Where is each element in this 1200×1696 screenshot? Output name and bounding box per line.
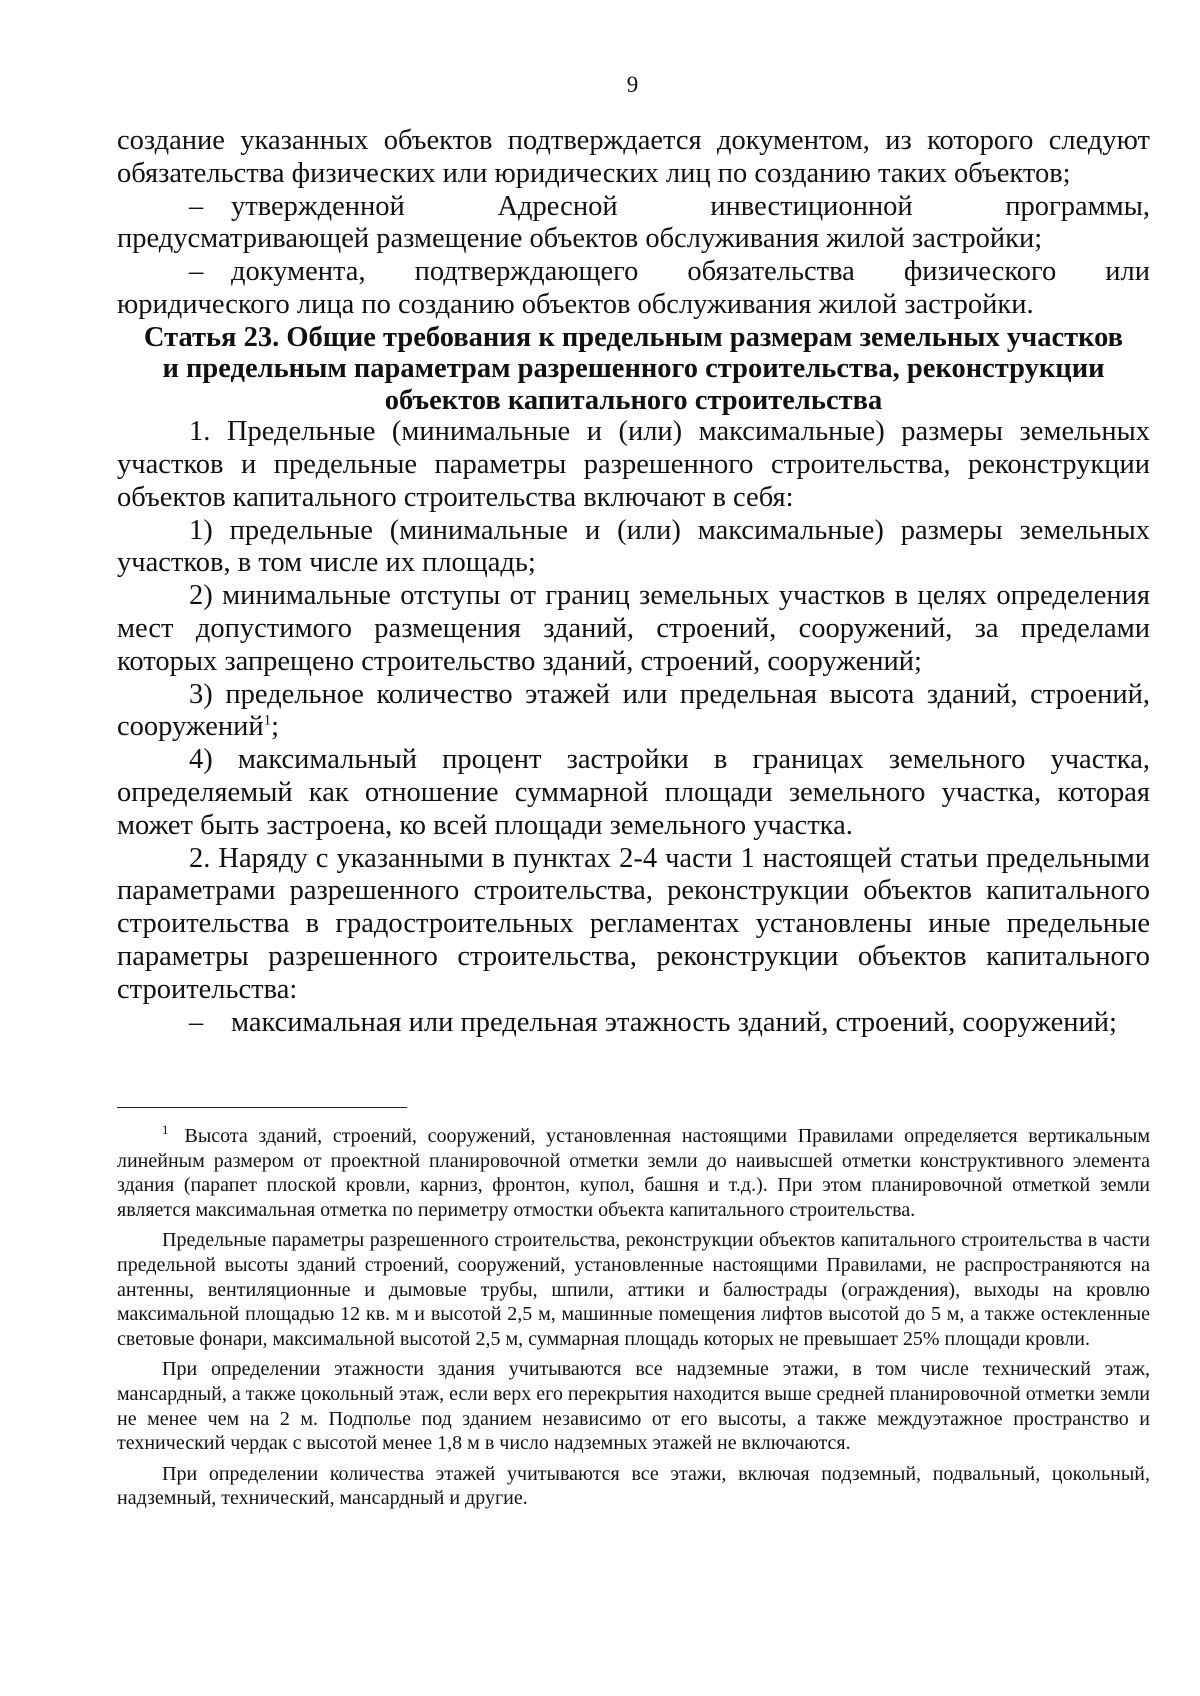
footnote-paragraph: Предельные параметры разрешенного строительства, реконструкции объектов капитального строительства в части предельной высоты зданий строений, сооружений, установленные настоящими Правилами, не распространяются на антенны, вентиляционные и дымовые трубы, шпили, аттики и балюстрады (ограждения), выходы на кровлю максимальной площадью 12 кв. м и высотой 2,5 м, машинные помещения лифтов высотой до 5 м, а также остекленные световые фонари, максимальной высотой 2,5 м, суммарная площадь которых не превышает 25% площади кровли. xyxy=(117,1229,1150,1350)
subitem-2: 2) минимальные отступы от границ земельных участков в целях определения мест допустимого размещения зданий, строений, сооружений, за пределами которых запрещено строительство зданий, строений, сооружений; xyxy=(117,580,1150,677)
bullet-item-text: максимальная или предельная этажность зданий, строений, сооружений; xyxy=(231,1006,1117,1038)
footnote-1 xyxy=(117,1124,1150,1222)
list-item-text: утвержденной Адресной инвестиционной программы, предусматривающей размещение объектов обслуживания жилой застройки; xyxy=(117,190,1150,255)
dash-marker: – xyxy=(189,190,204,222)
footnote-divider xyxy=(117,1107,407,1108)
main-text xyxy=(117,125,1150,1039)
subitem-3-end: ; xyxy=(271,711,280,743)
footnote-marker: 1 xyxy=(162,1122,169,1138)
subitem-1: 1) предельные (минимальные и (или) максимальные) размеры земельных участков, в том числе их площадь; xyxy=(117,514,1150,579)
dash-marker: – xyxy=(189,1006,204,1038)
subitem-3-text: 3) предельное количество этажей или предельная высота зданий, строений, сооружений xyxy=(117,678,1150,743)
footnotes xyxy=(117,1124,1150,1517)
subitem-4: 4) максимальный процент застройки в границах земельного участка, определяемый как отношение суммарной площади земельного участка, которая может быть застроена, ко всей площади земельного участка. xyxy=(117,744,1150,841)
subitem-3 xyxy=(117,679,1150,745)
dash-marker: – xyxy=(189,256,204,288)
bullet-item xyxy=(117,1007,1150,1040)
article-heading-line: и предельным параметрам разрешенного строительства, реконструкции xyxy=(162,353,1105,385)
list-item-program xyxy=(117,191,1150,257)
footnote-paragraph: При определении количества этажей учитываются все этажи, включая подземный, подвальный, цокольный, надземный, технический, мансардный и другие. xyxy=(117,1462,1150,1510)
footnote-reference[interactable]: 1 xyxy=(263,712,272,729)
page-number: 9 xyxy=(626,72,639,97)
paragraph-continuation: создание указанных объектов подтверждается документом, из которого следуют обязательства физических или юридических лиц по созданию таких объектов; xyxy=(117,125,1150,189)
article-heading xyxy=(117,322,1150,417)
footnote-paragraph: При определении этажности здания учитываются все надземные этажи, в том числе технический этаж, мансардный, а также цокольный этаж, если верх его перекрытия находится выше средней планировочной отметки земли не менее чем на 2 м. Подполье под зданием независимо от его высоты, а также междуэтажное пространство и технический чердак с высотой менее 1,8 м в число надземных этажей не включаются. xyxy=(117,1358,1150,1455)
footnote-text: Высота зданий, строений, сооружений, установленная настоящими Правилами определяется вертикальным линейным размером от проектной планировочной отметки земли до наивысшей отметки конструктивного элемента здания (парапет плоской кровли, карниз, фронтон, купол, башня и т.д.). При этом планировочной отметкой земли является максимальная отметка по периметру отмостки объекта капитального строительства. xyxy=(117,1125,1150,1221)
article-heading-line: объектов капитального строительства xyxy=(384,384,883,416)
article-heading-line: Статья 23. Общие требования к предельным размерам земельных участков xyxy=(143,321,1124,353)
article-item-1: 1. Предельные (минимальные и (или) максимальные) размеры земельных участков и предельные параметры разрешенного строительства, реконструкции объектов капитального строительства включают в себя: xyxy=(117,416,1150,513)
list-item-document xyxy=(117,256,1150,322)
article-item-2: 2. Наряду с указанными в пунктах 2-4 части 1 настоящей статьи предельными параметрами разрешенного строительства, реконструкции объектов капитального строительства в градостроительных регламентах установлены иные предельные параметры разрешенного строительства, реконструкции объектов капитального строительства: xyxy=(117,842,1150,1005)
list-item-text: документа, подтверждающего обязательства физического или юридического лица по созданию объектов обслуживания жилой застройки. xyxy=(117,256,1150,320)
